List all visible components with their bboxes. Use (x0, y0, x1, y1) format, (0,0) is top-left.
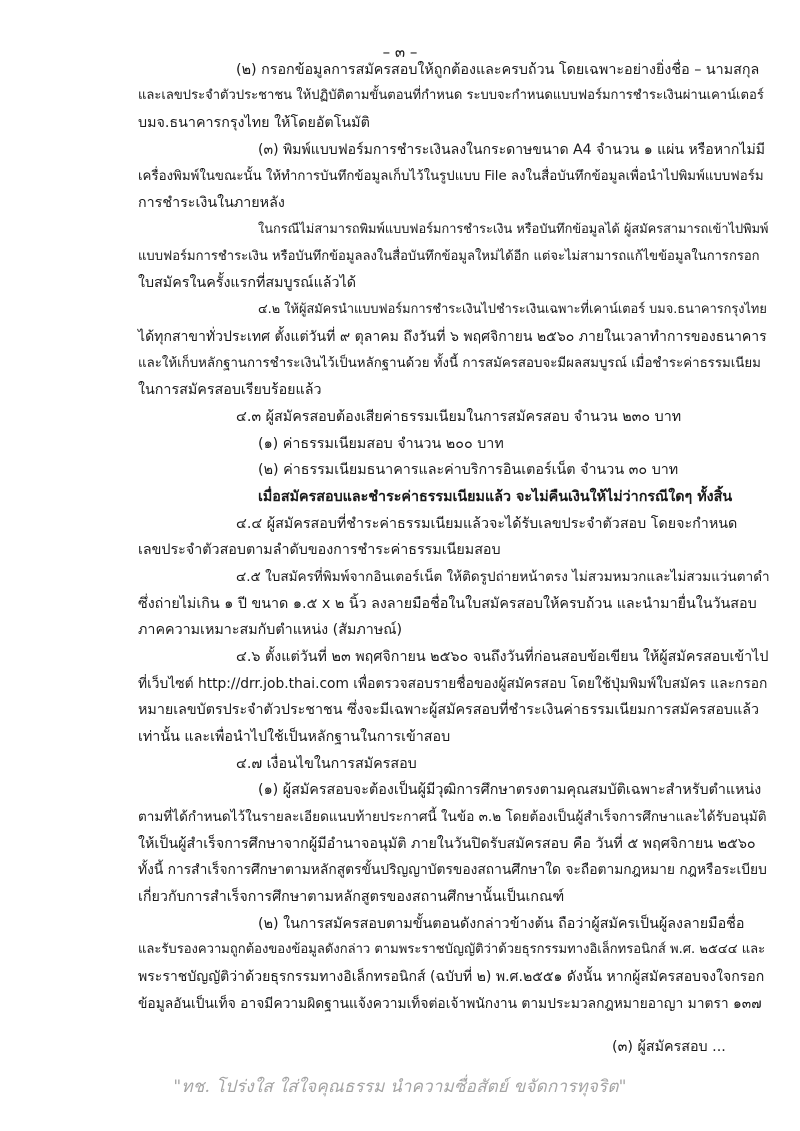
page-number: – ๓ – (382, 43, 418, 61)
text-line: เลขประจำตัวสอบตามลำดับของการชำระค่าธรรมเนียมสอบ (138, 542, 501, 558)
text-line: ให้เป็นผู้สำเร็จการศึกษาจากผู้มีอำนาจอนุมัติ ภายในวันปิดรับสมัครสอบ คือ วันที่ ๕ พฤศจิกายน ๒๕๖๐ (138, 836, 756, 852)
text-line: (๒) ในการสมัครสอบตามขั้นตอนดังกล่าวข้างต้น ถือว่าผู้สมัครเป็นผู้ลงลายมือชื่อ (258, 916, 745, 932)
continuation-text: (๓) ผู้สมัครสอบ ... (612, 1039, 726, 1055)
text-line: และเลขประจำตัวประชาชน ให้ปฏิบัติตามขั้นตอนที่กำหนด ระบบจะกำหนดแบบฟอร์มการชำระเงินผ่านเคาน์เตอร์ (138, 88, 764, 103)
text-line: พระราชบัญญัติว่าด้วยธุรกรรมทางอิเล็กทรอนิกส์ (ฉบับที่ ๒) พ.ศ.๒๕๕๑ ดังนั้น หากผู้สมัครสอบจงใจกรอก (138, 969, 765, 985)
text-line: ใบสมัครในครั้งแรกที่สมบูรณ์แล้วได้ (138, 275, 357, 291)
text-line: หมายเลขบัตรประจำตัวประชาชน ซึ่งจะมีเฉพาะผู้สมัครสอบที่ชำระเงินค่าธรรมเนียมการสมัครสอบแล้ว (138, 702, 759, 718)
text-line: ข้อมูลอันเป็นเท็จ อาจมีความผิดฐานแจ้งความเท็จต่อเจ้าพนักงาน ตามประมวลกฎหมายอาญา มาตรา ๑๓๗ (138, 996, 762, 1012)
text-line: เมื่อสมัครสอบและชำระค่าธรรมเนียมแล้ว จะไม่คืนเงินให้ไม่ว่ากรณีใดๆ ทั้งสิ้น (258, 489, 733, 505)
text-line: (๑) ค่าธรรมเนียมสอบ จำนวน ๒๐๐ บาท (258, 436, 504, 452)
text-line: (๑) ผู้สมัครสอบจะต้องเป็นผู้มีวุฒิการศึกษาตรงตามคุณสมบัติเฉพาะสำหรับตำแหน่ง (258, 782, 762, 798)
text-line: (๒) กรอกข้อมูลการสมัครสอบให้ถูกต้องและครบถ้วน โดยเฉพาะอย่างยิ่งชื่อ – นามสกุล (236, 62, 760, 78)
text-line: เกี่ยวกับการสำเร็จการศึกษาตามหลักสูตรของสถานศึกษานั้นเป็นเกณฑ์ (138, 889, 565, 905)
text-line: ๔.๒ ให้ผู้สมัครนำแบบฟอร์มการชำระเงินไปชำระเงินเฉพาะที่เคาน์เตอร์ บมจ.ธนาคารกรุงไทย (258, 302, 767, 317)
text-line: เครื่องพิมพ์ในขณะนั้น ให้ทำการบันทึกข้อมูลเก็บไว้ในรูปแบบ File ลงในสื่อบันทึกข้อมูลเพื่อนำไปพิมพ์แบบฟอร์ม (138, 169, 764, 184)
text-line: ภาคความเหมาะสมกับตำแหน่ง (สัมภาษณ์) (138, 622, 403, 638)
text-line: บมจ.ธนาคารกรุงไทย ให้โดยอัตโนมัติ (138, 115, 370, 131)
footer-slogan: "ทช. โปร่งใส ใส่ใจคุณธรรม นำความซื่อสัตย์ ขจัดการทุจริต" (173, 1077, 627, 1097)
text-line: และให้เก็บหลักฐานการชำระเงินไว้เป็นหลักฐานด้วย ทั้งนี้ การสมัครสอบจะมีผลสมบูรณ์ เมื่อชำระค่าธรรมเนียม (138, 356, 761, 371)
text-line: ที่เว็บไซต์ http://drr.job.thai.com เพื่อตรวจสอบรายชื่อของผู้สมัครสอบ โดยใช้ปุ่มพิมพ์ใบสมัคร และกรอก (138, 676, 768, 692)
text-line: ๔.๓ ผู้สมัครสอบต้องเสียค่าธรรมเนียมในการสมัครสอบ จำนวน ๒๓๐ บาท (236, 409, 682, 425)
text-line: ๔.๖ ตั้งแต่วันที่ ๒๓ พฤศจิกายน ๒๕๖๐ จนถึงวันที่ก่อนสอบข้อเขียน ให้ผู้สมัครสอบเข้าไป (236, 649, 769, 665)
text-line: ซึ่งถ่ายไม่เกิน ๑ ปี ขนาด ๑.๕ x ๒ นิ้ว ลงลายมือชื่อในใบสมัครสอบให้ครบถ้วน และนำมายื่นในวันสอบ (138, 596, 757, 612)
text-line: แบบฟอร์มการชำระเงิน หรือบันทึกข้อมูลลงในสื่อบันทึกข้อมูลใหม่ได้อีก แต่จะไม่สามารถแก้ไขข้อมูลในการกรอก (138, 249, 760, 264)
text-line: ๔.๗ เงื่อนไขในการสมัครสอบ (236, 756, 417, 772)
text-line: เท่านั้น และเพื่อนำไปใช้เป็นหลักฐานในการเข้าสอบ (138, 729, 451, 745)
text-line: ตามที่ได้กำหนดไว้ในรายละเอียดแนบท้ายประกาศนี้ ในข้อ ๓.๒ โดยต้องเป็นผู้สำเร็จการศึกษาและได้รับอนุมัติ (138, 809, 767, 825)
text-line: ในกรณีไม่สามารถพิมพ์แบบฟอร์มการชำระเงิน หรือบันทึกข้อมูลได้ ผู้สมัครสามารถเข้าไปพิมพ์ (258, 222, 769, 237)
text-line: ทั้งนี้ การสำเร็จการศึกษาตามหลักสูตรขั้นปริญญาบัตรของสถานศึกษาใด จะถือตามกฎหมาย กฎหรือระเบียบ (138, 862, 767, 878)
text-line: ได้ทุกสาขาทั่วประเทศ ตั้งแต่วันที่ ๙ ตุลาคม ถึงวันที่ ๖ พฤศจิกายน ๒๕๖๐ ภายในเวลาทำการของธนาคาร (138, 329, 767, 345)
text-line: ๔.๕ ใบสมัครที่พิมพ์จากอินเตอร์เน็ต ให้ติดรูปถ่ายหน้าตรง ไม่สวมหมวกและไม่สวมแว่นตาดำ (236, 569, 770, 585)
text-line: ในการสมัครสอบเรียบร้อยแล้ว (138, 382, 322, 398)
text-line: ๔.๔ ผู้สมัครสอบที่ชำระค่าธรรมเนียมแล้วจะได้รับเลขประจำตัวสอบ โดยจะกำหนด (236, 516, 738, 532)
text-line: และรับรองความถูกต้องของข้อมูลดังกล่าว ตามพระราชบัญญัติว่าด้วยธุรกรรมทางอิเล็กทรอนิกส์ พ.ศ. ๒๕๔๔ และ (138, 942, 766, 957)
text-line: (๓) พิมพ์แบบฟอร์มการชำระเงินลงในกระดาษขนาด A4 จำนวน ๑ แผ่น หรือหากไม่มี (258, 142, 765, 158)
text-line: การชำระเงินในภายหลัง (138, 195, 285, 211)
text-line: (๒) ค่าธรรมเนียมธนาคารและค่าบริการอินเตอร์เน็ต จำนวน ๓๐ บาท (258, 462, 679, 478)
